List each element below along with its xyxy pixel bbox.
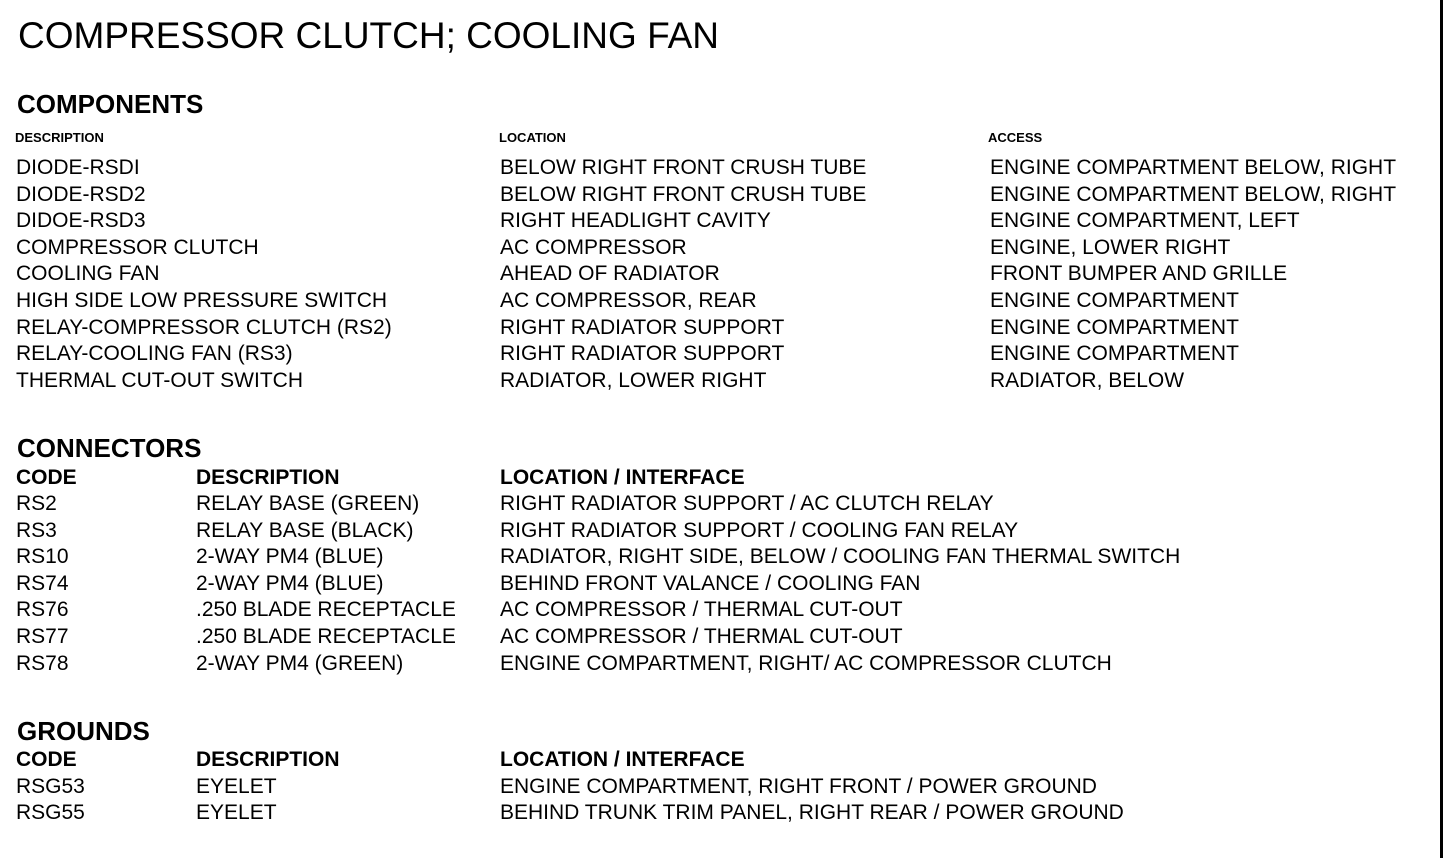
component-access: ENGINE COMPARTMENT (990, 316, 1239, 339)
components-column-access: ACCESS (988, 130, 1043, 145)
table-row (0, 315, 1440, 342)
component-description: HIGH SIDE LOW PRESSURE SWITCH (16, 289, 388, 312)
table-row (0, 368, 1440, 395)
component-location: RIGHT RADIATOR SUPPORT (500, 316, 785, 339)
table-row (0, 155, 1440, 182)
ground-location: BEHIND TRUNK TRIM PANEL, RIGHT REAR / POWER GROUND (500, 801, 1124, 824)
table-row (0, 571, 1440, 598)
ground-code: RSG55 (16, 801, 85, 824)
component-location: BELOW RIGHT FRONT CRUSH TUBE (500, 183, 867, 206)
connector-description: 2-WAY PM4 (GREEN) (196, 652, 404, 675)
table-row (0, 774, 1440, 801)
connector-location: AC COMPRESSOR / THERMAL CUT-OUT (500, 625, 903, 648)
component-description: DIODE-RSD2 (16, 183, 146, 206)
ground-code: RSG53 (16, 775, 85, 798)
component-access: ENGINE COMPARTMENT (990, 342, 1239, 365)
table-row (0, 624, 1440, 651)
component-access: RADIATOR, BELOW (990, 369, 1185, 392)
connector-description: 2-WAY PM4 (BLUE) (196, 545, 384, 568)
component-access: FRONT BUMPER AND GRILLE (990, 262, 1288, 285)
component-description: THERMAL CUT-OUT SWITCH (16, 369, 303, 392)
components-heading: COMPONENTS (17, 89, 204, 119)
connector-location: AC COMPRESSOR / THERMAL CUT-OUT (500, 598, 903, 621)
grounds-column-description: DESCRIPTION (196, 748, 340, 771)
connector-code: RS74 (16, 572, 69, 595)
component-location: AC COMPRESSOR (500, 236, 687, 259)
connector-location: RADIATOR, RIGHT SIDE, BELOW / COOLING FAN THERMAL SWITCH (500, 545, 1181, 568)
table-row (0, 182, 1440, 209)
component-location: RADIATOR, LOWER RIGHT (500, 369, 767, 392)
component-location: AC COMPRESSOR, REAR (500, 289, 757, 312)
table-row (0, 235, 1440, 262)
table-row (0, 261, 1440, 288)
table-row (0, 544, 1440, 571)
connector-location: ENGINE COMPARTMENT, RIGHT/ AC COMPRESSOR CLUTCH (500, 652, 1112, 675)
page-right-border (1440, 0, 1443, 858)
component-description: DIODE-RSDI (16, 156, 140, 179)
connector-code: RS76 (16, 598, 69, 621)
connector-code: RS10 (16, 545, 69, 568)
ground-description: EYELET (196, 775, 277, 798)
component-location: BELOW RIGHT FRONT CRUSH TUBE (500, 156, 867, 179)
table-row (0, 597, 1440, 624)
connector-code: RS77 (16, 625, 69, 648)
connector-location: BEHIND FRONT VALANCE / COOLING FAN (500, 572, 921, 595)
connector-code: RS3 (16, 519, 57, 542)
component-location: AHEAD OF RADIATOR (500, 262, 720, 285)
ground-description: EYELET (196, 801, 277, 824)
components-column-location: LOCATION (499, 130, 566, 145)
component-access: ENGINE COMPARTMENT (990, 289, 1239, 312)
connector-code: RS78 (16, 652, 69, 675)
connector-description: RELAY BASE (GREEN) (196, 492, 420, 515)
grounds-heading: GROUNDS (17, 716, 150, 746)
components-column-description: DESCRIPTION (15, 130, 104, 145)
connector-description: RELAY BASE (BLACK) (196, 519, 414, 542)
connector-location: RIGHT RADIATOR SUPPORT / AC CLUTCH RELAY (500, 492, 994, 515)
component-description: RELAY-COOLING FAN (RS3) (16, 342, 293, 365)
grounds-column-location: LOCATION / INTERFACE (500, 748, 745, 771)
connectors-column-description: DESCRIPTION (196, 466, 340, 489)
component-description: COMPRESSOR CLUTCH (16, 236, 259, 259)
connectors-header-row (0, 465, 1440, 492)
component-access: ENGINE COMPARTMENT, LEFT (990, 209, 1300, 232)
component-description: RELAY-COMPRESSOR CLUTCH (RS2) (16, 316, 392, 339)
grounds-column-code: CODE (16, 748, 77, 771)
connector-description: 2-WAY PM4 (BLUE) (196, 572, 384, 595)
table-row (0, 288, 1440, 315)
table-row (0, 491, 1440, 518)
connector-code: RS2 (16, 492, 57, 515)
component-access: ENGINE, LOWER RIGHT (990, 236, 1231, 259)
table-row (0, 208, 1440, 235)
component-access: ENGINE COMPARTMENT BELOW, RIGHT (990, 183, 1397, 206)
ground-location: ENGINE COMPARTMENT, RIGHT FRONT / POWER GROUND (500, 775, 1097, 798)
table-row (0, 341, 1440, 368)
connector-description: .250 BLADE RECEPTACLE (196, 598, 456, 621)
component-description: COOLING FAN (16, 262, 160, 285)
connector-location: RIGHT RADIATOR SUPPORT / COOLING FAN RELAY (500, 519, 1019, 542)
component-access: ENGINE COMPARTMENT BELOW, RIGHT (990, 156, 1397, 179)
table-row (0, 651, 1440, 678)
connectors-column-location: LOCATION / INTERFACE (500, 466, 745, 489)
connectors-heading: CONNECTORS (17, 433, 202, 463)
component-location: RIGHT RADIATOR SUPPORT (500, 342, 785, 365)
connector-description: .250 BLADE RECEPTACLE (196, 625, 456, 648)
table-row (0, 800, 1440, 827)
connectors-column-code: CODE (16, 466, 77, 489)
component-location: RIGHT HEADLIGHT CAVITY (500, 209, 771, 232)
page-title: COMPRESSOR CLUTCH; COOLING FAN (18, 15, 720, 56)
component-description: DIDOE-RSD3 (16, 209, 146, 232)
grounds-header-row (0, 747, 1440, 774)
table-row (0, 518, 1440, 545)
